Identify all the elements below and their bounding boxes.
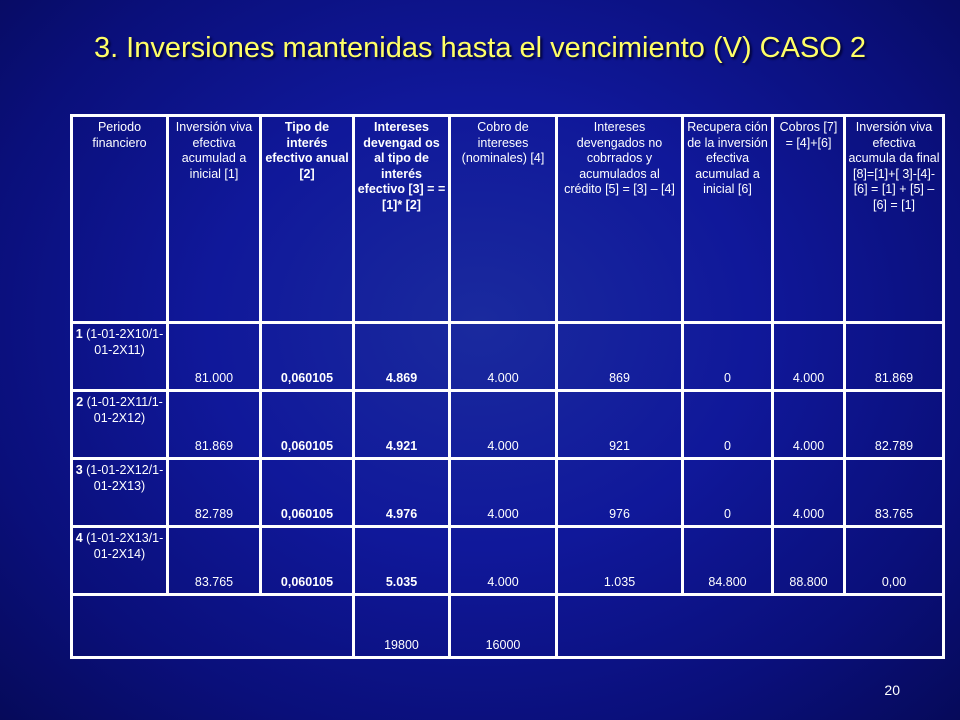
recuperacion-cell: 84.800 <box>683 527 773 595</box>
cobro-int-cell: 4.000 <box>450 323 557 391</box>
totals-blank-cell <box>72 595 354 658</box>
intereses-cell: 5.035 <box>354 527 450 595</box>
period-number: 2 <box>76 395 84 409</box>
tipo-cell: 0,060105 <box>261 323 354 391</box>
table-row <box>72 323 944 391</box>
period-cell <box>72 459 168 527</box>
period-cell <box>72 527 168 595</box>
header-tipo-interes: Tipo de interés efectivo anual [2] <box>261 116 354 323</box>
inv-inicial-cell: 81.000 <box>168 323 261 391</box>
cobros-cell: 4.000 <box>773 459 845 527</box>
no-cobrados-cell: 976 <box>557 459 683 527</box>
total-intereses-cell: 19800 <box>354 595 450 658</box>
cobros-cell: 4.000 <box>773 323 845 391</box>
tipo-cell: 0,060105 <box>261 527 354 595</box>
no-cobrados-cell: 921 <box>557 391 683 459</box>
inv-inicial-cell: 81.869 <box>168 391 261 459</box>
header-inversion-final: Inversión viva efectiva acumula da final [8]=[1]+[ 3]-[4]-[6] = [1] + [5] – [6] = [1] <box>845 116 944 323</box>
inv-final-cell: 83.765 <box>845 459 944 527</box>
recuperacion-cell: 0 <box>683 459 773 527</box>
intereses-cell: 4.869 <box>354 323 450 391</box>
header-recuperacion: Recupera ción de la inversión efectiva acumulad a inicial [6] <box>683 116 773 323</box>
header-inversion-inicial: Inversión viva efectiva acumulad a inicial [1] <box>168 116 261 323</box>
period-cell <box>72 323 168 391</box>
period-number: 1 <box>75 327 83 341</box>
inv-inicial-cell: 82.789 <box>168 459 261 527</box>
page-number: 20 <box>884 682 900 698</box>
no-cobrados-cell: 869 <box>557 323 683 391</box>
period-dates: (1-01-2X11/1-01-2X12) <box>83 395 163 425</box>
period-number: 3 <box>75 463 83 477</box>
inv-final-cell: 82.789 <box>845 391 944 459</box>
slide-title: 3. Inversiones mantenidas hasta el vencimiento (V) CASO 2 <box>93 32 867 64</box>
intereses-cell: 4.921 <box>354 391 450 459</box>
table-row <box>72 527 944 595</box>
tipo-cell: 0,060105 <box>261 459 354 527</box>
no-cobrados-cell: 1.035 <box>557 527 683 595</box>
tipo-cell: 0,060105 <box>261 391 354 459</box>
period-number: 4 <box>75 531 83 545</box>
header-intereses-devengados: Intereses devengad os al tipo de interés efectivo [3] = =[1]* [2] <box>354 116 450 323</box>
totals-row <box>72 595 944 658</box>
cobro-int-cell: 4.000 <box>450 391 557 459</box>
table-row <box>72 391 944 459</box>
totals-blank-right-cell <box>557 595 944 658</box>
inv-final-cell: 0,00 <box>845 527 944 595</box>
cobros-cell: 4.000 <box>773 391 845 459</box>
cobros-cell: 88.800 <box>773 527 845 595</box>
period-dates: (1-01-2X10/1-01-2X11) <box>82 327 164 357</box>
inv-final-cell: 81.869 <box>845 323 944 391</box>
period-dates: (1-01-2X13/1-01-2X14) <box>82 531 164 561</box>
table-row <box>72 459 944 527</box>
header-periodo: Periodo financiero <box>72 116 168 323</box>
total-cobro-int-cell: 16000 <box>450 595 557 658</box>
period-cell <box>72 391 168 459</box>
inv-inicial-cell: 83.765 <box>168 527 261 595</box>
header-cobro-intereses: Cobro de intereses (nominales) [4] <box>450 116 557 323</box>
table-header-row <box>72 116 944 323</box>
header-intereses-no-cobrados: Intereses devengados no cobrrados y acumulados al crédito [5] = [3] – [4] <box>557 116 683 323</box>
period-dates: (1-01-2X12/1-01-2X13) <box>82 463 164 493</box>
header-cobros: Cobros [7] = [4]+[6] <box>773 116 845 323</box>
recuperacion-cell: 0 <box>683 391 773 459</box>
investment-table <box>70 114 945 659</box>
cobro-int-cell: 4.000 <box>450 527 557 595</box>
intereses-cell: 4.976 <box>354 459 450 527</box>
cobro-int-cell: 4.000 <box>450 459 557 527</box>
recuperacion-cell: 0 <box>683 323 773 391</box>
